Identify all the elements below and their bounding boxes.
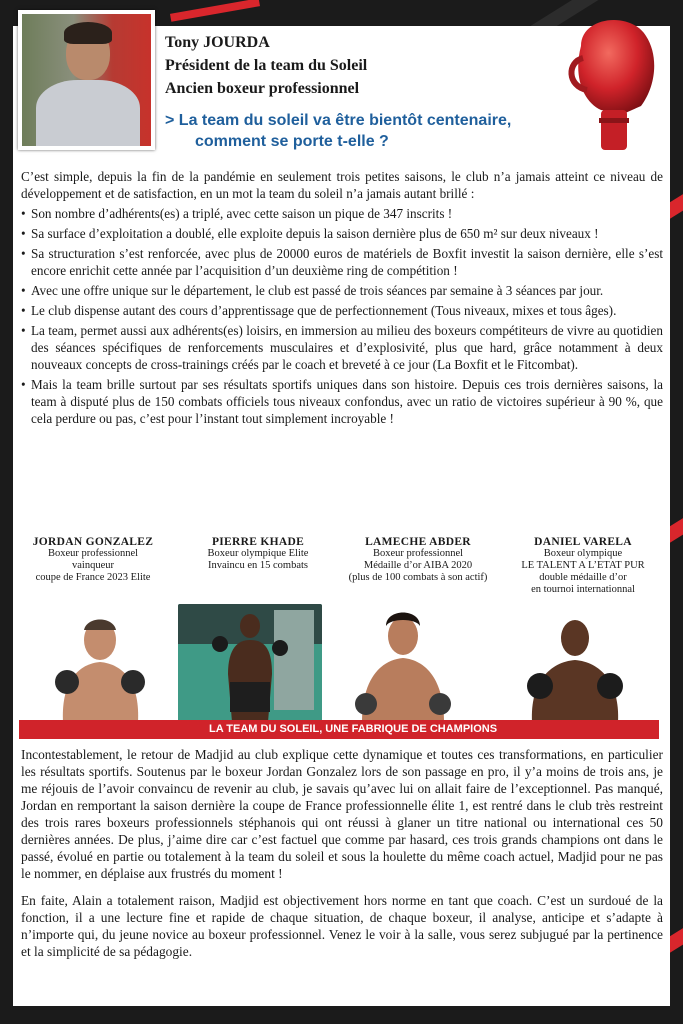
fighter-photo-pierre-khade <box>178 604 322 722</box>
list-item: • Sa surface d’exploitation a doublé, elle exploite depuis la saison dernière plus de 650 m² sur deux niveaux ! <box>21 226 599 241</box>
list-item: • La team, permet aussi aux adhérents(es) loisirs, en immersion au milieu des boxeurs compétiteurs de vivre au quotidien des séances spécifiques de renforcements musculaires et d’explosivité, plus que hard, grâce notamment à deux nouveaux concepts de cross-trainings créés par le coach et breveté à ce jour (La Boxfit et le Fitcombat). <box>21 323 663 372</box>
president-former-title: Ancien boxeur professionnel <box>165 80 360 97</box>
fighters-section <box>13 536 670 736</box>
article-page <box>13 26 670 1006</box>
closing-section <box>21 746 663 960</box>
list-item: • Avec une offre unique sur le département, le club est passé de trois séances par semaine à 3 séances par jour. <box>21 283 604 298</box>
fighter-card-lameche-abder: LAMECHE ABDER Boxeur professionnel Médaille d’or AIBA 2020 (plus de 100 combats à son actif) <box>348 536 488 583</box>
article-header <box>13 26 670 176</box>
list-item: • Le club dispense autant des cours d’apprentissage que de perfectionnement (Tous niveaux, mixes et tous âges). <box>21 303 617 318</box>
champions-banner: LA TEAM DU SOLEIL, UNE FABRIQUE DE CHAMPIONS <box>19 720 659 739</box>
list-item: • Mais la team brille surtout par ses résultats sportifs uniques dans son histoire. Depuis ces trois dernières saisons, la team à disputé plus de 150 combats officiels tous niveaux confondus, avec un ratio de victoires supérieur à 90 %, que cela perdure ou pas, c’est pour l’instant tout simplement incroyable ! <box>21 377 663 426</box>
fighter-card-pierre-khade: PIERRE KHADE Boxeur olympique Elite Invaincu en 15 combats <box>207 536 309 571</box>
question-line-1: > La team du soleil va être bientôt centenaire, <box>165 112 512 129</box>
fighter-photo-lameche-abder <box>346 606 461 722</box>
background-red-stripe <box>170 0 260 22</box>
fighter-card-jordan-gonzalez: JORDAN GONZALEZ Boxeur professionnel vainqueur coupe de France 2023 Elite <box>32 536 154 583</box>
interview-question <box>165 110 585 152</box>
president-name: Tony JOURDA <box>165 34 270 51</box>
fighter-photo-jordan-gonzalez <box>43 612 158 722</box>
list-item: • Son nombre d’adhérents(es) a triplé, avec cette saison un pique de 347 inscrits ! <box>21 206 453 221</box>
closing-paragraph: Incontestablement, le retour de Madjid au club explique cette dynamique et toutes ces transformations, en particulier les résultats sportifs. Soutenus par le boxeur Jordan Gonzalez lors de son passage en pro, il y’a moins de trois ans, je me réjouis de l’avoir convaincu de revenir au club, je savais qu’avec lui on allait faire de l’exceptionnel. Pas manqué, Jordan en remportant la saison dernière la coupe de France professionnelle élite 1, est rentré dans le club très restreint des trois rares boxeurs professionnels stéphanois qui ont réussi à glaner un titre national ou international ces 50 dernières années. De plus, j’aime dire car c’est factuel que comme par hasard, ces trois grands champions ont dans le passé, évolué en partie ou totalement à la team du soleil et sous la houlette du même coach actuel, Madjid pour ne pas le nommer, en déplaise aux frustrés du moment ! <box>21 747 663 881</box>
fighter-card-daniel-varela: DANIEL VARELA Boxeur olympique LE TALENT A L’ETAT PUR double médaille d’or en tournoi internationnal <box>521 536 645 595</box>
fighter-photo-daniel-varela <box>510 612 640 722</box>
president-portrait <box>18 10 155 150</box>
article-body <box>21 168 663 427</box>
list-item: • Sa structuration s’est renforcée, avec plus de 20000 euros de matériels de Boxfit investit la saison dernière, elle s’est encore enrichit cette année par l’acquisition d’un deuxième ring de compétition ! <box>21 246 663 278</box>
question-line-2: comment se porte t-elle ? <box>195 133 389 150</box>
closing-paragraph: En faite, Alain a totalement raison, Madjid est objectivement hors norme en tant que coach. C’est un surdoué de la fonction, il a une lecture fine et rapide de chaque situation, de chaque boxeur, il analyse, anticipe et s’adapte à n’importe qui, du jeune novice au boxeur professionnel. Venez le voir à la salle, vous serez subjugué par la pertinence et la simplicité de sa pédagogie. <box>21 893 663 959</box>
boxing-glove-icon <box>561 6 661 156</box>
president-role: Président de la team du Soleil <box>165 57 368 74</box>
intro-paragraph: C’est simple, depuis la fin de la pandémie en seulement trois petites saisons, le club n’a jamais atteint ce niveau de développement et de satisfaction, en un mot la team du soleil n’a jamais autant brillé : <box>21 169 663 201</box>
